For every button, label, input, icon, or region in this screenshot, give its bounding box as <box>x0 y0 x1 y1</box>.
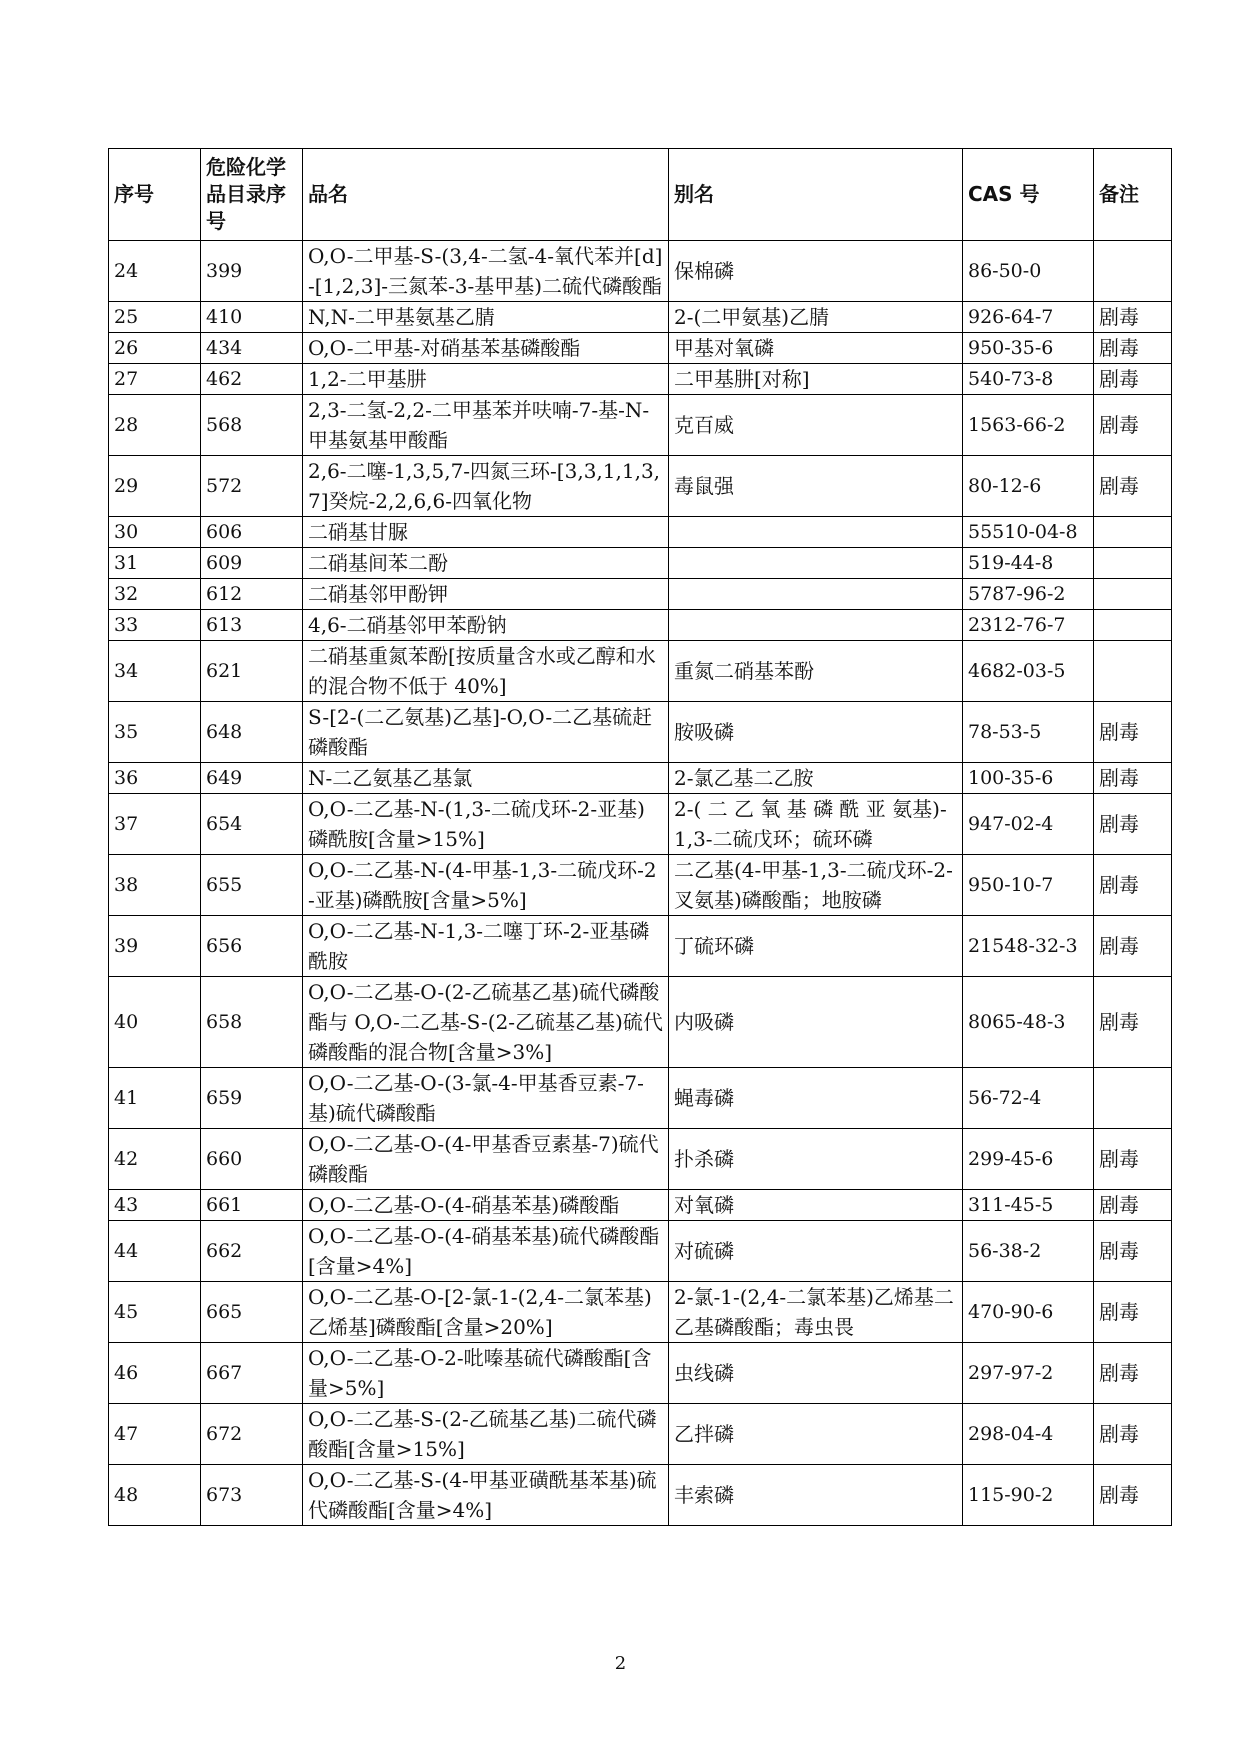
cell-name: 2,6-二噻-1,3,5,7-四氮三环-[3,3,1,1,3,7]癸烷-2,2,6,6-四氧化物 <box>303 456 669 517</box>
cell-name: 二硝基甘脲 <box>303 517 669 548</box>
cell-cas: 299-45-6 <box>963 1129 1094 1190</box>
cell-remark <box>1094 548 1172 579</box>
cell-remark: 剧毒 <box>1094 977 1172 1068</box>
cell-remark <box>1094 241 1172 302</box>
cell-cas: 926-64-7 <box>963 302 1094 333</box>
cell-remark <box>1094 1068 1172 1129</box>
cell-name: 二硝基邻甲酚钾 <box>303 579 669 610</box>
table-row <box>109 1282 1172 1343</box>
table-row <box>109 1343 1172 1404</box>
cell-alias <box>669 579 963 610</box>
cell-catalog-no: 410 <box>201 302 303 333</box>
cell-remark <box>1094 641 1172 702</box>
table-row <box>109 517 1172 548</box>
cell-name: O,O-二乙基-O-[2-氯-1-(2,4-二氯苯基)乙烯基]磷酸酯[含量>20%] <box>303 1282 669 1343</box>
cell-remark: 剧毒 <box>1094 1282 1172 1343</box>
cell-cas: 297-97-2 <box>963 1343 1094 1404</box>
cell-seq: 31 <box>109 548 201 579</box>
cell-cas: 55510-04-8 <box>963 517 1094 548</box>
table-row <box>109 1404 1172 1465</box>
cell-alias <box>669 517 963 548</box>
cell-seq: 36 <box>109 763 201 794</box>
cell-catalog-no: 654 <box>201 794 303 855</box>
cell-cas: 21548-32-3 <box>963 916 1094 977</box>
cell-catalog-no: 648 <box>201 702 303 763</box>
cell-alias: 2-(二甲氨基)乙腈 <box>669 302 963 333</box>
cell-remark: 剧毒 <box>1094 364 1172 395</box>
cell-cas: 56-72-4 <box>963 1068 1094 1129</box>
cell-alias: 2-氯乙基二乙胺 <box>669 763 963 794</box>
cell-cas: 86-50-0 <box>963 241 1094 302</box>
cell-alias: 对氧磷 <box>669 1190 963 1221</box>
cell-name: 二硝基重氮苯酚[按质量含水或乙醇和水的混合物不低于 40%] <box>303 641 669 702</box>
cell-alias: 保棉磷 <box>669 241 963 302</box>
cell-name: O,O-二乙基-N-1,3-二噻丁环-2-亚基磷酰胺 <box>303 916 669 977</box>
table-row <box>109 763 1172 794</box>
cell-name: O,O-二甲基-对硝基苯基磷酸酯 <box>303 333 669 364</box>
cell-name: S-[2-(二乙氨基)乙基]-O,O-二乙基硫赶磷酸酯 <box>303 702 669 763</box>
cell-catalog-no: 673 <box>201 1465 303 1526</box>
header-cas: CAS 号 <box>963 149 1094 241</box>
table-row <box>109 855 1172 916</box>
cell-remark: 剧毒 <box>1094 702 1172 763</box>
table-row <box>109 548 1172 579</box>
table-row <box>109 794 1172 855</box>
cell-catalog-no: 662 <box>201 1221 303 1282</box>
cell-seq: 25 <box>109 302 201 333</box>
table-row <box>109 395 1172 456</box>
cell-alias: 胺吸磷 <box>669 702 963 763</box>
table-row <box>109 702 1172 763</box>
cell-cas: 115-90-2 <box>963 1465 1094 1526</box>
table-row <box>109 916 1172 977</box>
cell-seq: 33 <box>109 610 201 641</box>
cell-seq: 34 <box>109 641 201 702</box>
cell-name: O,O-二乙基-O-(4-硝基苯基)磷酸酯 <box>303 1190 669 1221</box>
cell-seq: 47 <box>109 1404 201 1465</box>
cell-cas: 8065-48-3 <box>963 977 1094 1068</box>
cell-name: O,O-二乙基-N-(1,3-二硫戊环-2-亚基)磷酰胺[含量>15%] <box>303 794 669 855</box>
cell-remark: 剧毒 <box>1094 1221 1172 1282</box>
cell-catalog-no: 572 <box>201 456 303 517</box>
cell-cas: 947-02-4 <box>963 794 1094 855</box>
cell-cas: 950-35-6 <box>963 333 1094 364</box>
table-row <box>109 977 1172 1068</box>
cell-remark: 剧毒 <box>1094 333 1172 364</box>
cell-remark: 剧毒 <box>1094 1129 1172 1190</box>
cell-cas: 519-44-8 <box>963 548 1094 579</box>
cell-catalog-no: 399 <box>201 241 303 302</box>
cell-name: O,O-二乙基-O-(3-氯-4-甲基香豆素-7-基)硫代磷酸酯 <box>303 1068 669 1129</box>
cell-cas: 80-12-6 <box>963 456 1094 517</box>
cell-seq: 29 <box>109 456 201 517</box>
cell-remark: 剧毒 <box>1094 302 1172 333</box>
cell-catalog-no: 568 <box>201 395 303 456</box>
cell-seq: 24 <box>109 241 201 302</box>
table-row <box>109 241 1172 302</box>
cell-catalog-no: 462 <box>201 364 303 395</box>
table-row <box>109 641 1172 702</box>
cell-remark: 剧毒 <box>1094 794 1172 855</box>
cell-catalog-no: 667 <box>201 1343 303 1404</box>
cell-catalog-no: 665 <box>201 1282 303 1343</box>
cell-name: 二硝基间苯二酚 <box>303 548 669 579</box>
cell-name: O,O-二乙基-O-2-吡嗪基硫代磷酸酯[含量>5%] <box>303 1343 669 1404</box>
cell-alias: 克百威 <box>669 395 963 456</box>
cell-alias <box>669 610 963 641</box>
table-row <box>109 1068 1172 1129</box>
cell-catalog-no: 656 <box>201 916 303 977</box>
cell-cas: 311-45-5 <box>963 1190 1094 1221</box>
cell-name: O,O-二乙基-S-(2-乙硫基乙基)二硫代磷酸酯[含量>15%] <box>303 1404 669 1465</box>
cell-alias: 2-氯-1-(2,4-二氯苯基)乙烯基二乙基磷酸酯；毒虫畏 <box>669 1282 963 1343</box>
cell-name: 1,2-二甲基肼 <box>303 364 669 395</box>
cell-name: N,N-二甲基氨基乙腈 <box>303 302 669 333</box>
table-row <box>109 1465 1172 1526</box>
cell-alias <box>669 548 963 579</box>
cell-seq: 39 <box>109 916 201 977</box>
cell-seq: 43 <box>109 1190 201 1221</box>
cell-remark: 剧毒 <box>1094 456 1172 517</box>
table-row <box>109 1190 1172 1221</box>
table-row <box>109 1221 1172 1282</box>
cell-catalog-no: 612 <box>201 579 303 610</box>
cell-name: O,O-二乙基-S-(4-甲基亚磺酰基苯基)硫代磷酸酯[含量>4%] <box>303 1465 669 1526</box>
cell-cas: 470-90-6 <box>963 1282 1094 1343</box>
cell-alias: 二甲基肼[对称] <box>669 364 963 395</box>
header-name: 品名 <box>303 149 669 241</box>
cell-remark: 剧毒 <box>1094 763 1172 794</box>
cell-alias: 2-( 二 乙 氧 基 磷 酰 亚 氨基)-1,3-二硫戊环；硫环磷 <box>669 794 963 855</box>
cell-cas: 540-73-8 <box>963 364 1094 395</box>
cell-name: O,O-二甲基-S-(3,4-二氢-4-氧代苯并[d]-[1,2,3]-三氮苯-3-基甲基)二硫代磷酸酯 <box>303 241 669 302</box>
cell-remark: 剧毒 <box>1094 1404 1172 1465</box>
cell-name: N-二乙氨基乙基氯 <box>303 763 669 794</box>
cell-seq: 48 <box>109 1465 201 1526</box>
cell-name: O,O-二乙基-O-(4-硝基苯基)硫代磷酸酯[含量>4%] <box>303 1221 669 1282</box>
header-catalog-no: 危险化学品目录序号 <box>201 149 303 241</box>
cell-name: O,O-二乙基-O-(4-甲基香豆素基-7)硫代磷酸酯 <box>303 1129 669 1190</box>
cell-cas: 78-53-5 <box>963 702 1094 763</box>
cell-remark: 剧毒 <box>1094 1343 1172 1404</box>
cell-seq: 38 <box>109 855 201 916</box>
cell-alias: 二乙基(4-甲基-1,3-二硫戊环-2-叉氨基)磷酸酯；地胺磷 <box>669 855 963 916</box>
cell-remark <box>1094 579 1172 610</box>
cell-seq: 28 <box>109 395 201 456</box>
table-row <box>109 610 1172 641</box>
cell-name: 4,6-二硝基邻甲苯酚钠 <box>303 610 669 641</box>
cell-cas: 100-35-6 <box>963 763 1094 794</box>
cell-seq: 35 <box>109 702 201 763</box>
cell-seq: 27 <box>109 364 201 395</box>
cell-cas: 950-10-7 <box>963 855 1094 916</box>
cell-remark <box>1094 517 1172 548</box>
cell-cas: 298-04-4 <box>963 1404 1094 1465</box>
cell-catalog-no: 649 <box>201 763 303 794</box>
header-alias: 别名 <box>669 149 963 241</box>
cell-remark: 剧毒 <box>1094 855 1172 916</box>
cell-remark: 剧毒 <box>1094 916 1172 977</box>
cell-seq: 42 <box>109 1129 201 1190</box>
page-number: 2 <box>614 1653 627 1674</box>
cell-remark: 剧毒 <box>1094 1190 1172 1221</box>
cell-catalog-no: 659 <box>201 1068 303 1129</box>
cell-alias: 蝇毒磷 <box>669 1068 963 1129</box>
cell-seq: 41 <box>109 1068 201 1129</box>
cell-alias: 毒鼠强 <box>669 456 963 517</box>
cell-name: O,O-二乙基-O-(2-乙硫基乙基)硫代磷酸酯与 O,O-二乙基-S-(2-乙硫基乙基)硫代磷酸酯的混合物[含量>3%] <box>303 977 669 1068</box>
cell-cas: 4682-03-5 <box>963 641 1094 702</box>
cell-alias: 重氮二硝基苯酚 <box>669 641 963 702</box>
header-remark: 备注 <box>1094 149 1172 241</box>
table-row <box>109 1129 1172 1190</box>
cell-seq: 40 <box>109 977 201 1068</box>
table-row <box>109 302 1172 333</box>
cell-seq: 44 <box>109 1221 201 1282</box>
chemicals-table <box>108 148 1172 1526</box>
cell-remark: 剧毒 <box>1094 1465 1172 1526</box>
header-seq: 序号 <box>109 149 201 241</box>
cell-seq: 45 <box>109 1282 201 1343</box>
cell-seq: 46 <box>109 1343 201 1404</box>
cell-alias: 丁硫环磷 <box>669 916 963 977</box>
cell-catalog-no: 672 <box>201 1404 303 1465</box>
table-row <box>109 333 1172 364</box>
cell-catalog-no: 661 <box>201 1190 303 1221</box>
cell-remark: 剧毒 <box>1094 395 1172 456</box>
cell-catalog-no: 660 <box>201 1129 303 1190</box>
cell-catalog-no: 606 <box>201 517 303 548</box>
cell-cas: 2312-76-7 <box>963 610 1094 641</box>
cell-alias: 甲基对氧磷 <box>669 333 963 364</box>
table-row <box>109 579 1172 610</box>
cell-cas: 56-38-2 <box>963 1221 1094 1282</box>
cell-alias: 内吸磷 <box>669 977 963 1068</box>
cell-seq: 32 <box>109 579 201 610</box>
cell-catalog-no: 658 <box>201 977 303 1068</box>
cell-remark <box>1094 610 1172 641</box>
cell-alias: 乙拌磷 <box>669 1404 963 1465</box>
cell-catalog-no: 655 <box>201 855 303 916</box>
cell-name: 2,3-二氢-2,2-二甲基苯并呋喃-7-基-N-甲基氨基甲酸酯 <box>303 395 669 456</box>
cell-catalog-no: 609 <box>201 548 303 579</box>
cell-cas: 1563-66-2 <box>963 395 1094 456</box>
cell-seq: 26 <box>109 333 201 364</box>
cell-catalog-no: 434 <box>201 333 303 364</box>
header-row <box>109 149 1172 241</box>
cell-cas: 5787-96-2 <box>963 579 1094 610</box>
cell-name: O,O-二乙基-N-(4-甲基-1,3-二硫戊环-2-亚基)磷酰胺[含量>5%] <box>303 855 669 916</box>
cell-catalog-no: 621 <box>201 641 303 702</box>
cell-alias: 对硫磷 <box>669 1221 963 1282</box>
table-row <box>109 456 1172 517</box>
cell-alias: 扑杀磷 <box>669 1129 963 1190</box>
table-row <box>109 364 1172 395</box>
cell-catalog-no: 613 <box>201 610 303 641</box>
cell-seq: 37 <box>109 794 201 855</box>
cell-seq: 30 <box>109 517 201 548</box>
cell-alias: 虫线磷 <box>669 1343 963 1404</box>
cell-alias: 丰索磷 <box>669 1465 963 1526</box>
